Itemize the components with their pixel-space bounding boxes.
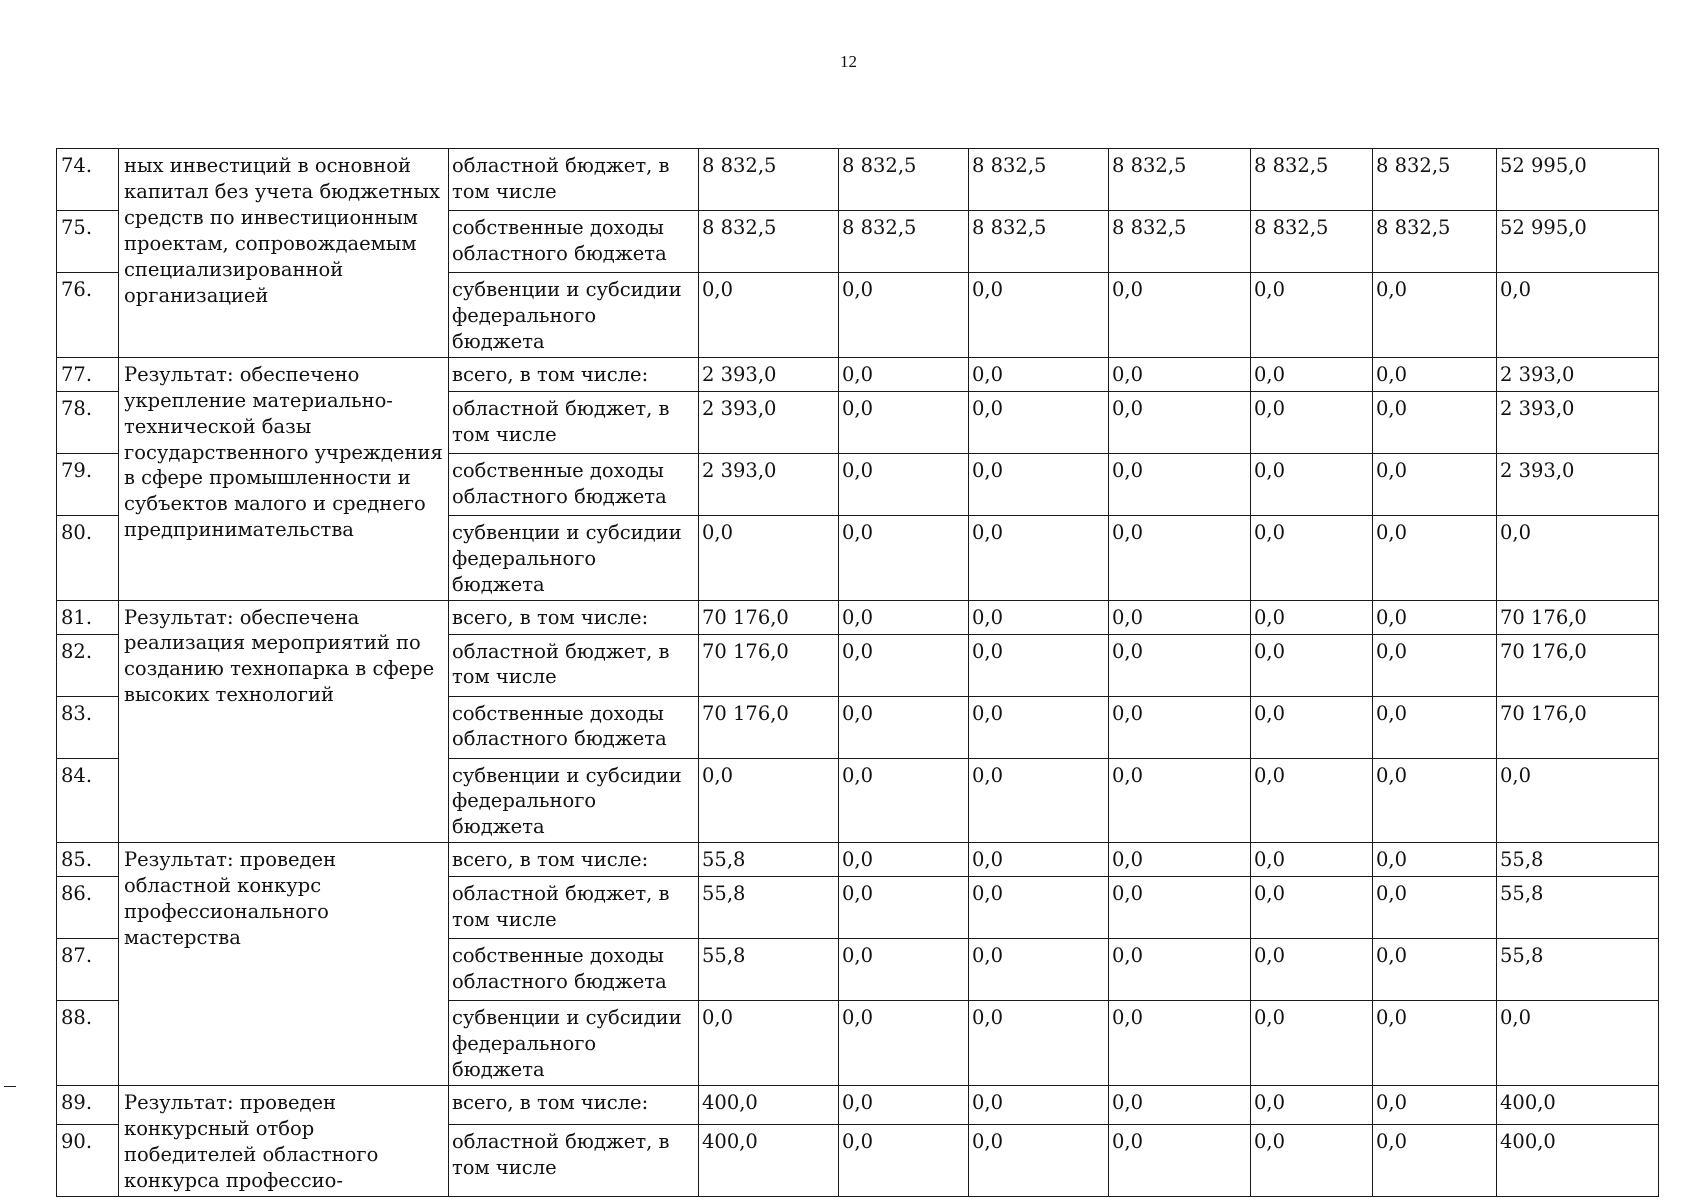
year-value-cell: 0,0	[1373, 758, 1497, 843]
result-description-cell: ных инвестиций в основной капитал без учета бюджетных средств по инвестиционным проектам, сопровождаемым специализированной организацией	[119, 149, 449, 358]
year-value-cell: 0,0	[969, 939, 1109, 1001]
year-value-cell: 0,0	[839, 515, 969, 600]
row-number-cell: 78.	[57, 391, 119, 453]
year-value-cell: 0,0	[1251, 453, 1373, 515]
funding-source-cell: областной бюджет, в том числе	[449, 634, 699, 696]
funding-source-cell: областной бюджет, в том числе	[449, 877, 699, 939]
result-description-cell: Результат: проведен областной конкурс профессионального мастерства	[119, 843, 449, 1086]
table-row	[57, 149, 1659, 211]
row-number-cell: 83.	[57, 696, 119, 758]
row-number-cell: 77.	[57, 357, 119, 391]
year-value-cell: 0,0	[1373, 696, 1497, 758]
total-value-cell: 400,0	[1497, 1125, 1659, 1197]
year-value-cell: 2 393,0	[699, 453, 839, 515]
row-number-cell: 74.	[57, 149, 119, 211]
year-value-cell: 0,0	[1373, 515, 1497, 600]
funding-source-cell: собственные доходы областного бюджета	[449, 453, 699, 515]
year-value-cell: 8 832,5	[699, 211, 839, 273]
year-value-cell: 0,0	[1373, 273, 1497, 358]
year-value-cell: 0,0	[839, 877, 969, 939]
year-value-cell: 55,8	[699, 939, 839, 1001]
result-description-cell: Результат: проведен конкурсный отбор победителей областного конкурса профессио-	[119, 1086, 449, 1197]
funding-source-cell: собственные доходы областного бюджета	[449, 939, 699, 1001]
row-number-cell: 89.	[57, 1086, 119, 1125]
year-value-cell: 0,0	[839, 634, 969, 696]
total-value-cell: 2 393,0	[1497, 357, 1659, 391]
year-value-cell: 400,0	[699, 1125, 839, 1197]
row-number-cell: 75.	[57, 211, 119, 273]
year-value-cell: 400,0	[699, 1086, 839, 1125]
year-value-cell: 0,0	[1373, 1125, 1497, 1197]
row-number-cell: 90.	[57, 1125, 119, 1197]
row-number-cell: 80.	[57, 515, 119, 600]
year-value-cell: 0,0	[699, 515, 839, 600]
year-value-cell: 0,0	[969, 758, 1109, 843]
total-value-cell: 0,0	[1497, 273, 1659, 358]
year-value-cell: 70 176,0	[699, 634, 839, 696]
margin-mark	[4, 1086, 16, 1087]
total-value-cell: 0,0	[1497, 1001, 1659, 1086]
year-value-cell: 0,0	[1251, 600, 1373, 634]
year-value-cell: 8 832,5	[969, 149, 1109, 211]
year-value-cell: 0,0	[1373, 877, 1497, 939]
year-value-cell: 0,0	[1251, 877, 1373, 939]
year-value-cell: 0,0	[1373, 939, 1497, 1001]
funding-source-cell: субвенции и субсидии федерального бюджета	[449, 1001, 699, 1086]
total-value-cell: 70 176,0	[1497, 600, 1659, 634]
year-value-cell: 0,0	[1109, 391, 1251, 453]
year-value-cell: 0,0	[1109, 600, 1251, 634]
year-value-cell: 8 832,5	[969, 211, 1109, 273]
year-value-cell: 0,0	[839, 600, 969, 634]
year-value-cell: 0,0	[1109, 1125, 1251, 1197]
table-row	[57, 600, 1659, 634]
year-value-cell: 8 832,5	[1109, 211, 1251, 273]
total-value-cell: 2 393,0	[1497, 391, 1659, 453]
year-value-cell: 0,0	[1251, 843, 1373, 877]
year-value-cell: 0,0	[1373, 1001, 1497, 1086]
year-value-cell: 0,0	[1251, 273, 1373, 358]
table-row	[57, 1086, 1659, 1125]
year-value-cell: 0,0	[1373, 634, 1497, 696]
page-number: 12	[840, 52, 857, 71]
year-value-cell: 8 832,5	[839, 211, 969, 273]
year-value-cell: 0,0	[969, 1125, 1109, 1197]
year-value-cell: 70 176,0	[699, 600, 839, 634]
table-row	[57, 357, 1659, 391]
row-number-cell: 76.	[57, 273, 119, 358]
total-value-cell: 0,0	[1497, 515, 1659, 600]
year-value-cell: 0,0	[1373, 391, 1497, 453]
year-value-cell: 0,0	[1251, 1125, 1373, 1197]
row-number-cell: 84.	[57, 758, 119, 843]
funding-source-cell: всего, в том числе:	[449, 843, 699, 877]
year-value-cell: 0,0	[1109, 843, 1251, 877]
year-value-cell: 0,0	[839, 391, 969, 453]
year-value-cell: 0,0	[1373, 843, 1497, 877]
total-value-cell: 0,0	[1497, 758, 1659, 843]
year-value-cell: 0,0	[699, 1001, 839, 1086]
year-value-cell: 0,0	[839, 939, 969, 1001]
year-value-cell: 0,0	[969, 1086, 1109, 1125]
funding-source-cell: областной бюджет, в том числе	[449, 391, 699, 453]
year-value-cell: 0,0	[839, 1001, 969, 1086]
year-value-cell: 2 393,0	[699, 357, 839, 391]
year-value-cell: 0,0	[969, 357, 1109, 391]
year-value-cell: 0,0	[1251, 634, 1373, 696]
total-value-cell: 52 995,0	[1497, 211, 1659, 273]
year-value-cell: 0,0	[839, 357, 969, 391]
funding-source-cell: областной бюджет, в том числе	[449, 149, 699, 211]
year-value-cell: 8 832,5	[1109, 149, 1251, 211]
year-value-cell: 0,0	[1251, 1001, 1373, 1086]
row-number-cell: 81.	[57, 600, 119, 634]
funding-source-cell: всего, в том числе:	[449, 600, 699, 634]
row-number-cell: 85.	[57, 843, 119, 877]
row-number-cell: 82.	[57, 634, 119, 696]
row-number-cell: 87.	[57, 939, 119, 1001]
year-value-cell: 0,0	[969, 515, 1109, 600]
year-value-cell: 0,0	[1109, 758, 1251, 843]
year-value-cell: 0,0	[1251, 515, 1373, 600]
year-value-cell: 8 832,5	[839, 149, 969, 211]
year-value-cell: 0,0	[969, 391, 1109, 453]
row-number-cell: 79.	[57, 453, 119, 515]
year-value-cell: 0,0	[1109, 453, 1251, 515]
year-value-cell: 0,0	[1251, 758, 1373, 843]
funding-source-cell: субвенции и субсидии федерального бюджета	[449, 515, 699, 600]
funding-source-cell: всего, в том числе:	[449, 357, 699, 391]
year-value-cell: 0,0	[969, 634, 1109, 696]
total-value-cell: 400,0	[1497, 1086, 1659, 1125]
total-value-cell: 70 176,0	[1497, 696, 1659, 758]
year-value-cell: 55,8	[699, 877, 839, 939]
year-value-cell: 8 832,5	[1373, 149, 1497, 211]
funding-source-cell: субвенции и субсидии федерального бюджета	[449, 273, 699, 358]
table-body	[57, 149, 1659, 1197]
total-value-cell: 2 393,0	[1497, 453, 1659, 515]
year-value-cell: 8 832,5	[1373, 211, 1497, 273]
table-row	[57, 843, 1659, 877]
year-value-cell: 55,8	[699, 843, 839, 877]
row-number-cell: 88.	[57, 1001, 119, 1086]
year-value-cell: 0,0	[1251, 357, 1373, 391]
year-value-cell: 0,0	[1109, 877, 1251, 939]
funding-source-cell: собственные доходы областного бюджета	[449, 696, 699, 758]
year-value-cell: 0,0	[1373, 453, 1497, 515]
year-value-cell: 0,0	[1109, 357, 1251, 391]
year-value-cell: 0,0	[839, 453, 969, 515]
year-value-cell: 0,0	[839, 273, 969, 358]
funding-source-cell: субвенции и субсидии федерального бюджета	[449, 758, 699, 843]
row-number-cell: 86.	[57, 877, 119, 939]
year-value-cell: 8 832,5	[699, 149, 839, 211]
year-value-cell: 0,0	[1109, 634, 1251, 696]
year-value-cell: 0,0	[1109, 273, 1251, 358]
year-value-cell: 0,0	[1373, 600, 1497, 634]
result-description-cell: Результат: обеспечено укрепление материально-технической базы государственного учреждения в сфере промышленности и субъектов малого и среднего предпринимательства	[119, 357, 449, 600]
total-value-cell: 55,8	[1497, 877, 1659, 939]
year-value-cell: 0,0	[1109, 515, 1251, 600]
funding-source-cell: собственные доходы областного бюджета	[449, 211, 699, 273]
year-value-cell: 0,0	[839, 1086, 969, 1125]
year-value-cell: 8 832,5	[1251, 149, 1373, 211]
year-value-cell: 0,0	[839, 696, 969, 758]
year-value-cell: 70 176,0	[699, 696, 839, 758]
year-value-cell: 0,0	[1373, 357, 1497, 391]
year-value-cell: 0,0	[839, 1125, 969, 1197]
year-value-cell: 0,0	[1109, 696, 1251, 758]
year-value-cell: 0,0	[1373, 1086, 1497, 1125]
year-value-cell: 0,0	[969, 273, 1109, 358]
year-value-cell: 0,0	[969, 1001, 1109, 1086]
year-value-cell: 0,0	[969, 843, 1109, 877]
year-value-cell: 0,0	[969, 696, 1109, 758]
year-value-cell: 8 832,5	[1251, 211, 1373, 273]
year-value-cell: 0,0	[699, 273, 839, 358]
result-description-cell: Результат: обеспечена реализация мероприятий по созданию технопарка в сфере высоких технологий	[119, 600, 449, 843]
year-value-cell: 0,0	[839, 758, 969, 843]
year-value-cell: 0,0	[839, 843, 969, 877]
year-value-cell: 0,0	[969, 877, 1109, 939]
year-value-cell: 2 393,0	[699, 391, 839, 453]
year-value-cell: 0,0	[969, 453, 1109, 515]
total-value-cell: 55,8	[1497, 843, 1659, 877]
year-value-cell: 0,0	[1109, 1086, 1251, 1125]
year-value-cell: 0,0	[1251, 391, 1373, 453]
total-value-cell: 55,8	[1497, 939, 1659, 1001]
funding-source-cell: областной бюджет, в том числе	[449, 1125, 699, 1197]
year-value-cell: 0,0	[969, 600, 1109, 634]
budget-table	[56, 148, 1659, 1197]
year-value-cell: 0,0	[1251, 696, 1373, 758]
year-value-cell: 0,0	[699, 758, 839, 843]
year-value-cell: 0,0	[1251, 939, 1373, 1001]
year-value-cell: 0,0	[1251, 1086, 1373, 1125]
funding-source-cell: всего, в том числе:	[449, 1086, 699, 1125]
year-value-cell: 0,0	[1109, 1001, 1251, 1086]
total-value-cell: 70 176,0	[1497, 634, 1659, 696]
year-value-cell: 0,0	[1109, 939, 1251, 1001]
total-value-cell: 52 995,0	[1497, 149, 1659, 211]
